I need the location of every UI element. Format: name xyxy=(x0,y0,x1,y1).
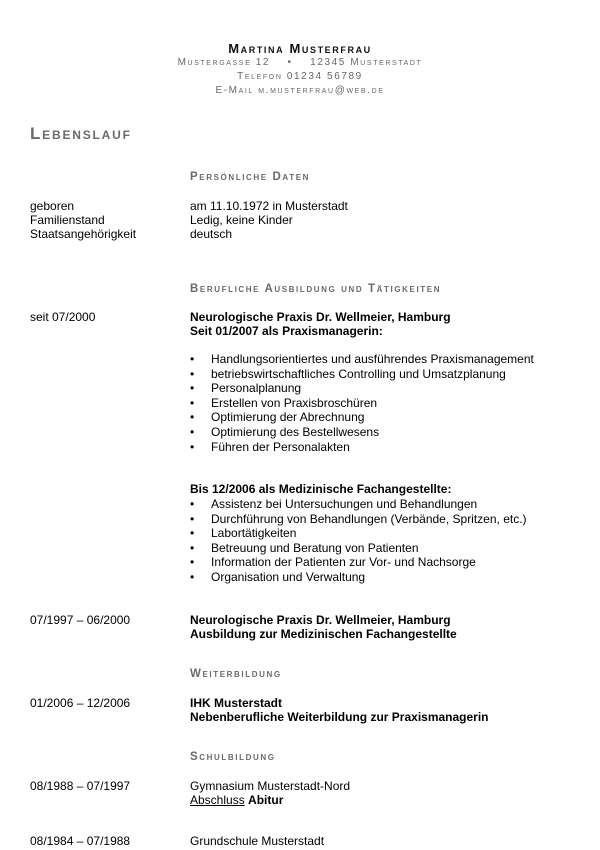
list-item: • Labortätigkeiten xyxy=(190,526,527,541)
career-period-1: seit 07/2000 xyxy=(30,310,96,324)
school-degree-1 xyxy=(190,793,283,808)
career-task-list-1 xyxy=(190,352,534,454)
personal-label-birth: geboren xyxy=(30,199,75,213)
personal-label-nationality: Staatsangehörigkeit xyxy=(30,227,137,241)
list-item: • Assistenz bei Untersuchungen und Behandlungen xyxy=(190,497,527,512)
list-item: • Betreuung und Beratung von Patienten xyxy=(190,541,527,556)
school-period-1: 08/1988 – 07/1997 xyxy=(30,779,131,793)
list-item: • Erstellen von Praxisbroschüren xyxy=(190,396,534,411)
section-heading-training: Weiterbildung xyxy=(190,668,282,680)
email-line: E-Mail m.musterfrau@web.de xyxy=(215,85,385,96)
address-line: Mustergasse 12 • 12345 Musterstadt xyxy=(177,57,423,68)
section-heading-career: Berufliche Ausbildung und Tätigkeiten xyxy=(190,283,442,295)
list-item: • Optimierung des Bestellwesens xyxy=(190,425,534,440)
training-description: Nebenberufliche Weiterbildung zur Praxismanagerin xyxy=(190,710,489,724)
degree-label: Abschluss xyxy=(190,793,245,807)
career-employer-2: Neurologische Praxis Dr. Wellmeier, Hamburg xyxy=(190,613,451,627)
list-item: • Information der Patienten zur Vor- und Nachsorge xyxy=(190,555,527,570)
school-name-2: Grundschule Musterstadt xyxy=(190,834,325,848)
list-item: • betriebswirtschaftliches Controlling und Umsatzplanung xyxy=(190,367,534,382)
personal-value-status: Ledig, keine Kinder xyxy=(190,213,293,227)
personal-value-birth: am 11.10.1972 in Musterstadt xyxy=(190,199,348,213)
applicant-name: Martina Musterfrau xyxy=(228,41,372,56)
career-task-list-2 xyxy=(190,497,527,585)
training-institution: IHK Musterstadt xyxy=(190,696,283,710)
career-period-2: 07/1997 – 06/2000 xyxy=(30,613,131,627)
career-role-2: Ausbildung zur Medizinischen Fachangestellte xyxy=(190,627,457,641)
list-item: • Optimierung der Abrechnung xyxy=(190,410,534,425)
list-item: • Führen der Personalakten xyxy=(190,440,534,455)
personal-label-status: Familienstand xyxy=(30,213,105,227)
school-period-2: 08/1984 – 07/1988 xyxy=(30,834,131,848)
document-title: Lebenslauf xyxy=(30,124,132,143)
phone-line: Telefon 01234 56789 xyxy=(237,71,363,82)
school-name-1: Gymnasium Musterstadt-Nord xyxy=(190,779,351,793)
personal-value-nationality: deutsch xyxy=(190,227,233,241)
list-item: • Handlungsorientiertes und ausführendes Praxismanagement xyxy=(190,352,534,367)
career-role-1b: Bis 12/2006 als Medizinische Fachangestellte: xyxy=(190,482,452,496)
list-item: • Organisation und Verwaltung xyxy=(190,570,527,585)
degree-value: Abitur xyxy=(248,793,284,807)
career-employer-1: Neurologische Praxis Dr. Wellmeier, Hamburg xyxy=(190,310,451,324)
section-heading-personal: Persönliche Daten xyxy=(190,171,311,183)
section-heading-school: Schulbildung xyxy=(190,751,276,763)
list-item: • Durchführung von Behandlungen (Verbände, Spritzen, etc.) xyxy=(190,512,527,527)
career-role-1: Seit 01/2007 als Praxismanagerin: xyxy=(190,324,383,338)
training-period: 01/2006 – 12/2006 xyxy=(30,696,131,710)
cv-header xyxy=(0,42,600,98)
list-item: • Personalplanung xyxy=(190,381,534,396)
